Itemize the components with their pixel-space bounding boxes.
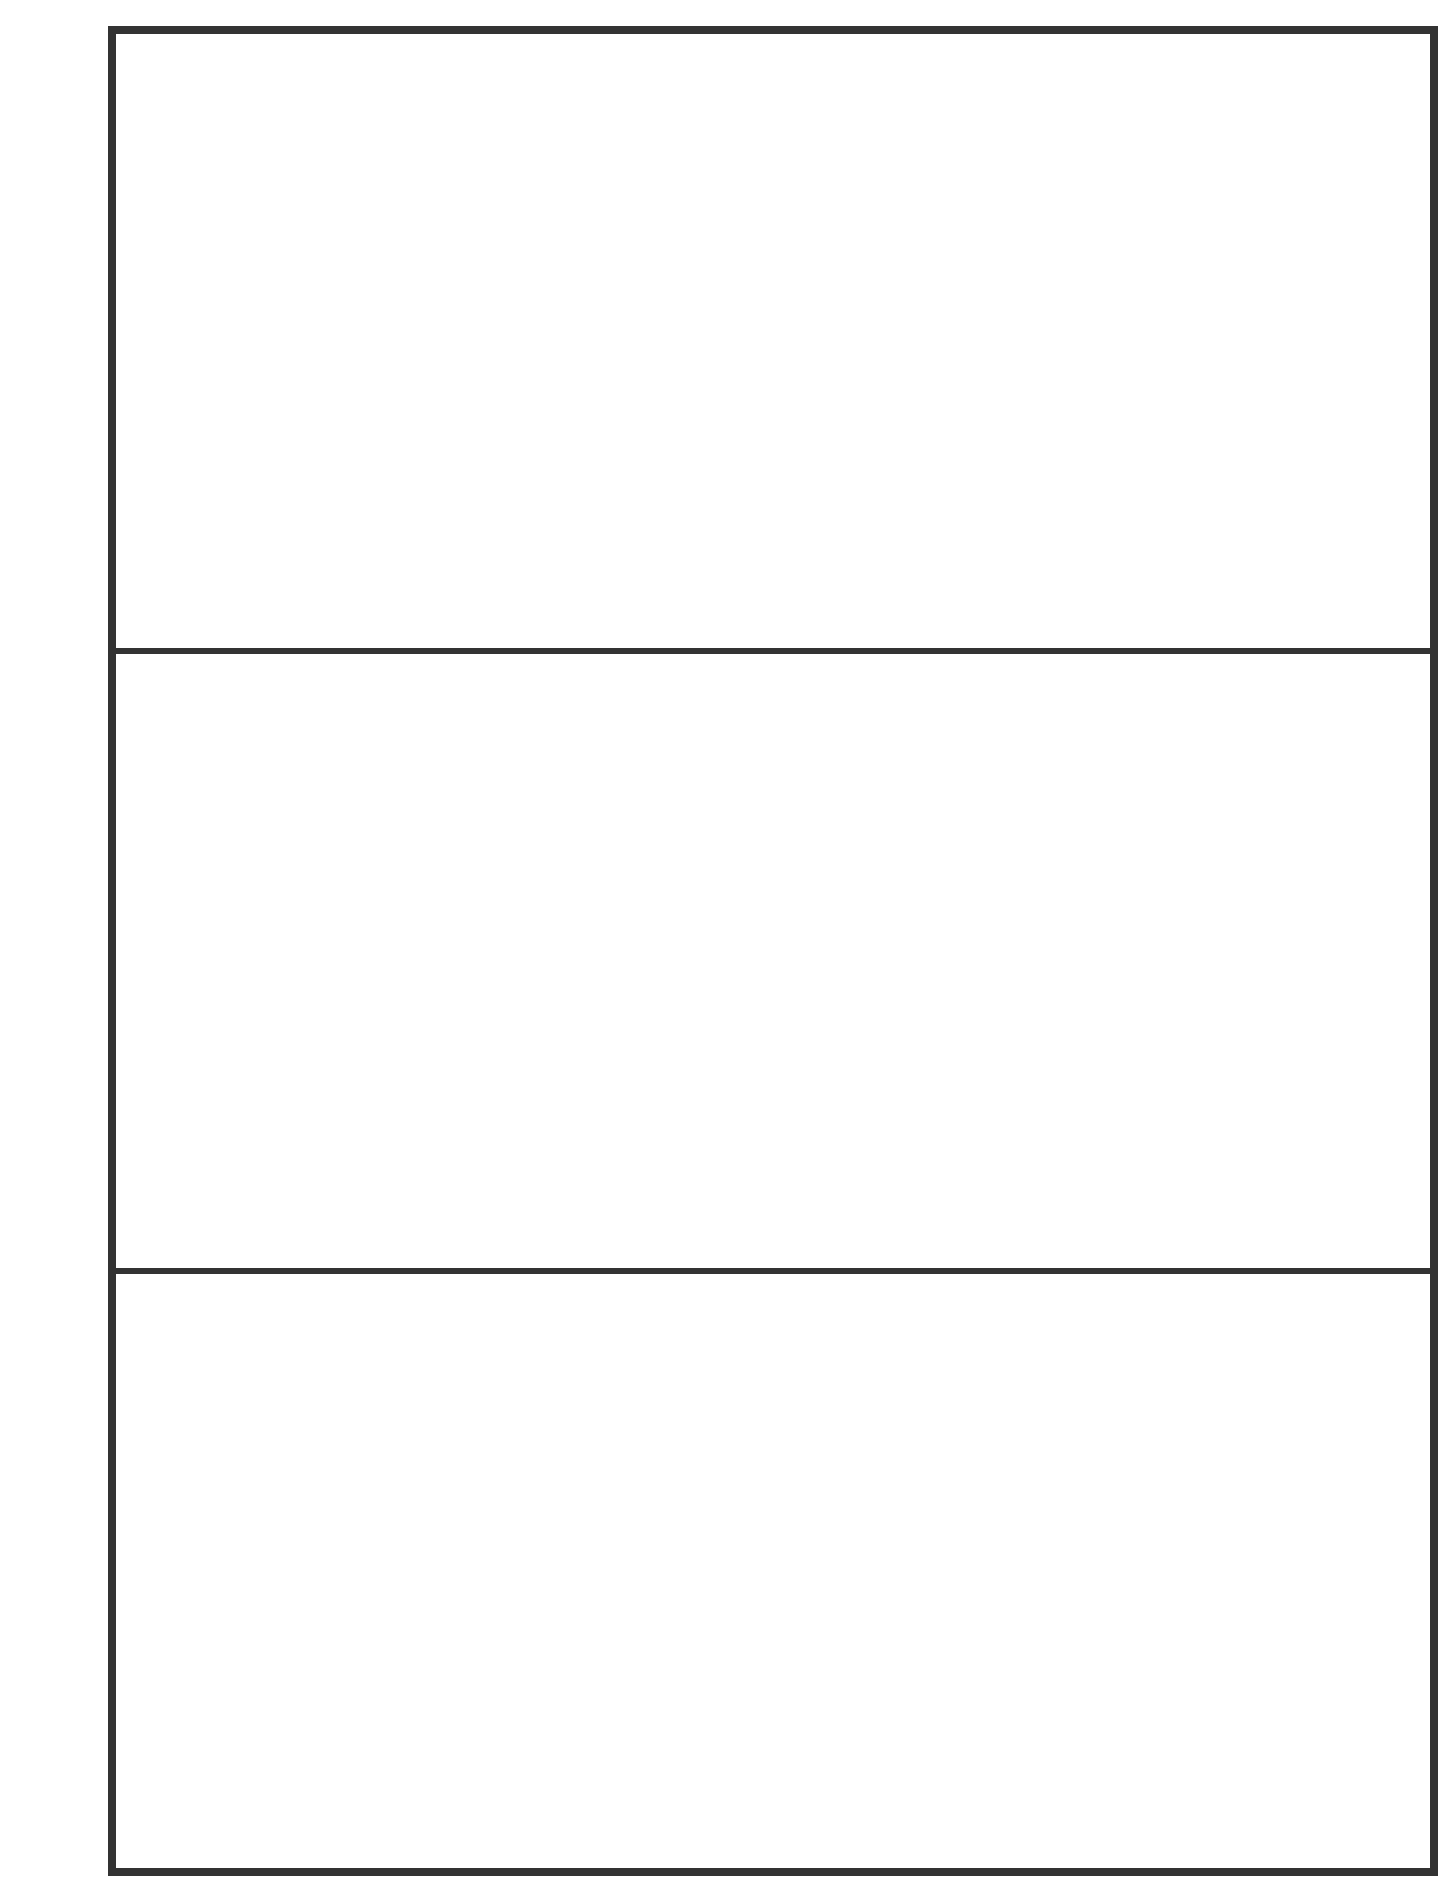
commentary-panel-bottom: [116, 1280, 1430, 1868]
preface-panel: [116, 34, 1430, 654]
page-frame: [108, 26, 1438, 1876]
commentary-panel-middle: [116, 660, 1430, 1274]
